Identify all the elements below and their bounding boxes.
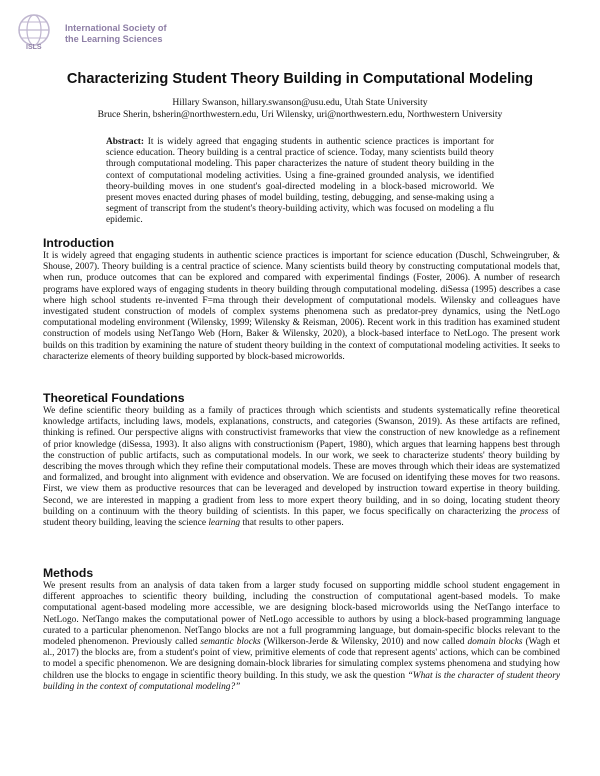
introduction-paragraph: It is widely agreed that engaging students in authentic science practices is important for science education (Duschl, Schweingruber, & Shouse, 2007). Theory building is a central practice of science. Many scientists build theory by constructing computational models that, when run, produce outcomes that can be explored and compared with experimental findings (Foster, 2006). A number of research programs have explored ways of engaging students in theory building through computational modeling. diSessa (1995) describes a case where high school students re-invented F=ma through their development of computational models. Wilensky and colleagues have investigated student construction of models of complex systems phenomena such as predator-prey dynamics, using the NetLogo computational modeling environment (Wilensky, 1999; Wilensky & Reisman, 2006). Recent work in this tradition has examined student construction of models using NetTango Web (Horn, Baker & Wilensky, 2020), a block-based interface to NetLogo. The present work builds on this tradition by examining the nature of student theory building in the context of computational modeling activities. It seeks to characterize elements of theory building supported by block-based microworlds.: [43, 251, 560, 362]
methods-text-1: We present results from an analysis of data taken from a larger study focused on supporting middle school student engagement in different approaches to scientific theory building, including the construction of computational agent-based models. To make computational agent-based modeling more accessible, we are designing block-based microworlds using the NetTango interface to NetLogo. NetTango makes the computational power of NetLogo accessible to authors by using a block-based programming language curated to a particular phenomenon. NetTango blocks are not a full programming language, but domain-specific blocks relevant to the modeled phenomenon. Previously called: [43, 581, 560, 648]
theoretical-emphasis-process: process: [520, 506, 549, 517]
organization-name-line1: International Society of: [65, 23, 167, 33]
abstract: [106, 137, 494, 227]
isls-logo: [13, 12, 173, 52]
author-line-1: Hillary Swanson, hillary.swanson@usu.edu, Utah State University: [172, 97, 428, 108]
introduction-heading: Introduction: [43, 236, 115, 250]
theoretical-text-2: of student theory building, leaving the science: [43, 506, 560, 529]
organization-name-line2: the Learning Sciences: [65, 34, 163, 44]
organization-name: [65, 23, 185, 45]
section-introduction: [43, 236, 560, 363]
theoretical-text-1: We define scientific theory building as a family of practices through which scientists and students systematically refine theoretical knowledge artifacts, including laws, models, explanations, constructs, and categories (Swanson, 2019). As these artifacts are refined, thinking is refined. Our perspective aligns with constructivist frameworks that view the construction of new knowledge as a refinement of prior knowledge (diSessa, 1993). It also aligns with constructionism (Papert, 1980), which argues that learning happens best through the construction of public artifacts, such as computational models. In our work, we seek to characterize students' theory building by describing the moves through which they refine their computational models. These are moves through which their ideas are systematized and formalized, and brought into alignment with evidence and observation. We are focused on identifying these moves for two reasons. First, we view them as productive resources that can be leveraged and developed by instruction toward expertise in theory building. Second, we are interested in mapping a gradient from less to more expert theory building, and in so doing, locating student theory building on a continuum with the theory building of scientists. In this paper, we focus specifically on characterizing the: [43, 406, 560, 517]
theoretical-heading: Theoretical Foundations: [43, 391, 185, 405]
paper-title: Characterizing Student Theory Building in Computational Modeling: [66, 71, 534, 87]
logo-acronym: ISLS: [26, 44, 42, 51]
section-methods: [43, 566, 560, 693]
theoretical-paragraph: [43, 406, 560, 529]
theoretical-emphasis-learning: learning: [208, 518, 241, 529]
section-theoretical-foundations: [43, 391, 560, 529]
methods-research-question: “What is the character of student theory building in the context of computational modeling?”: [43, 670, 561, 692]
methods-text-3: (Wagh et al., 2017) the blocks are, from a student's point of view, primitive elements of code that represent agents' actions, which can be combined to model a specific phenomenon. We are designing domain-block libraries for simulating complex systems phenomena and studying how children use the blocks to engage in scientific theory building. In this study, we ask the question: [43, 637, 560, 681]
methods-text-2: (Wilkerson-Jerde & Wilensky, 2010) and now called: [260, 637, 468, 648]
methods-paragraph: [43, 581, 560, 693]
methods-emphasis-semantic-blocks: semantic blocks: [200, 637, 261, 648]
author-line-2: Bruce Sherin, bsherin@northwestern.edu, Uri Wilensky, uri@northwestern.edu, Northwestern University: [97, 108, 503, 120]
theoretical-text-3: that results to other papers.: [240, 518, 344, 529]
methods-heading: Methods: [43, 566, 94, 580]
methods-emphasis-domain-blocks: domain blocks: [467, 637, 523, 648]
abstract-text: It is widely agreed that engaging students in authentic science practices is important for science education. Theory building is a central practice of science. Today, many scientists build theory through computational modeling. This paper characterizes the nature of student theory building in the context of computational modeling activities. Using a fine-grained grounded analysis, we identified theory-building moves in one student's goal-directed modeling in a block-based microworld. We present moves enacted during phases of model building, testing, debugging, and sense-making using a segment of transcript from the student's theory-building activity, which was focused on modeling a flu epidemic.: [106, 137, 495, 226]
author-block: [0, 97, 600, 120]
isls-globe-icon: [13, 12, 63, 52]
abstract-label: Abstract:: [106, 137, 145, 147]
